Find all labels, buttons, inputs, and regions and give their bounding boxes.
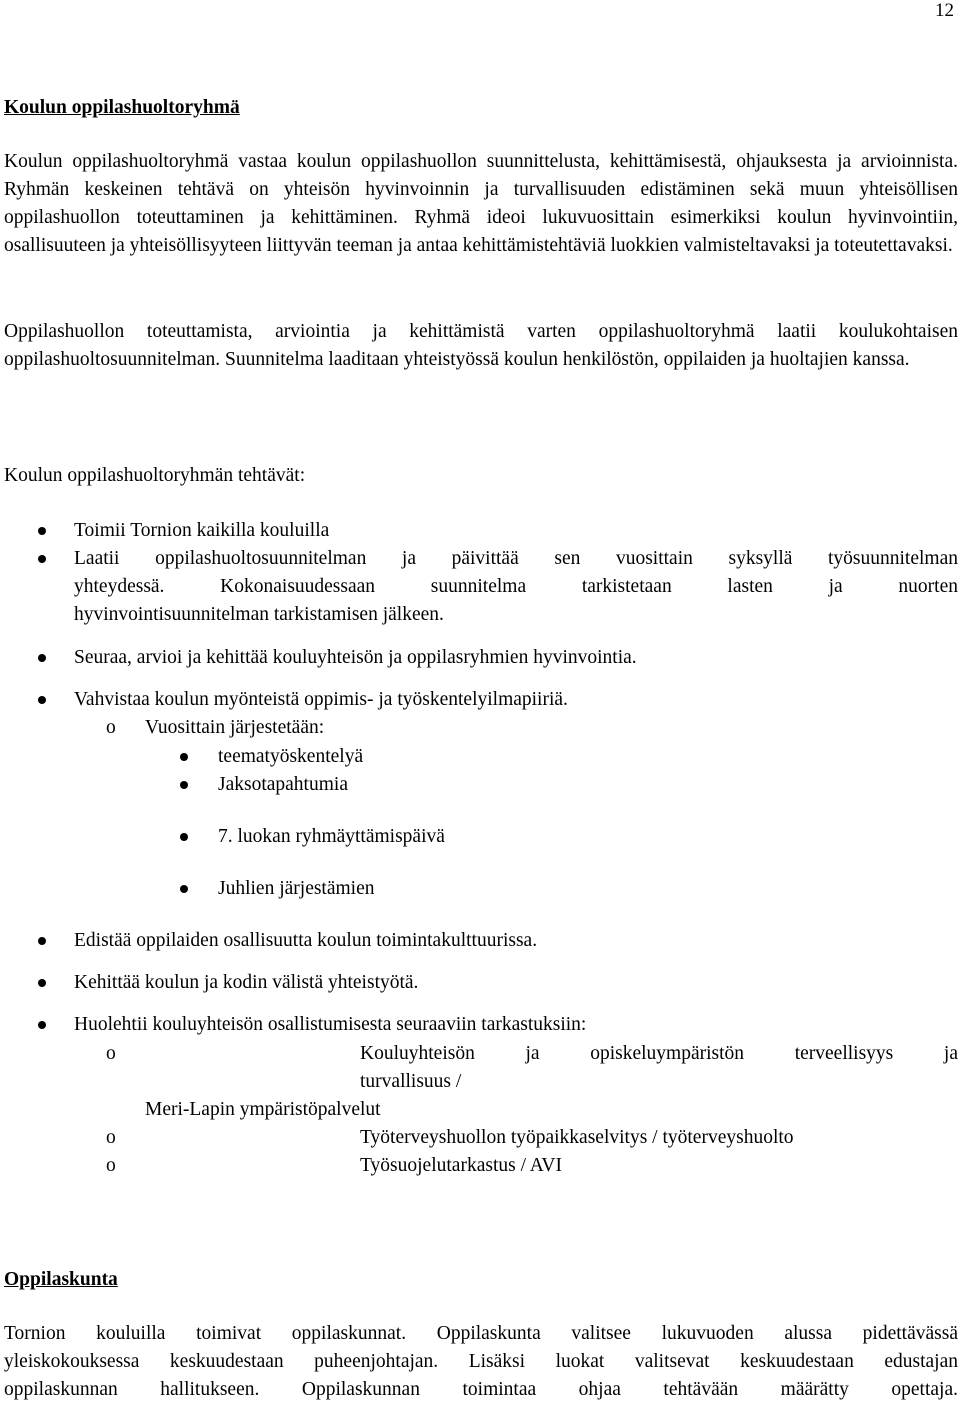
bullet-icon <box>38 555 46 563</box>
bullet-icon <box>38 696 46 704</box>
bullet-icon <box>38 654 46 662</box>
sub-sub-item: 7. luokan ryhmäyttämispäivä <box>218 826 445 847</box>
bullet-icon <box>180 885 188 893</box>
intro-paragraph: Koulun oppilashuoltoryhmä vastaa koulun oppilashuollon suunnittelusta, kehittämisestä, ohjauksesta ja arvioinnista. Ryhmän keskeinen tehtävä on yhteisön hyvinvoinnin ja turvallisuuden edistäminen sekä muun yhteisöllisen oppilashuollon toteuttaminen ja kehittäminen. Ryhmä ideoi lukuvuosittain esimerkiksi koulun hyvinvointiin, osallisuuteen ja yhteisöllisyyteen liittyvän teeman ja antaa kehittämistehtäviä luokkien valmisteltavaksi ja toteutettavaksi. <box>4 151 958 256</box>
sub-sub-item: Juhlien järjestämien <box>218 878 375 899</box>
sub-bullet-marker: o <box>106 1127 116 1148</box>
inspection-item-line: Meri-Lapin ympäristöpalvelut <box>145 1099 381 1120</box>
bullet-icon <box>38 1021 46 1029</box>
section-heading-oppilaskunta: Oppilaskunta <box>4 1269 118 1290</box>
oppilaskunta-paragraph-line: oppilaskunnan hallitukseen. Oppilaskunnan toimintaa ohjaa tehtävään määrätty opettaja. <box>4 1379 958 1400</box>
bullet-icon <box>38 527 46 535</box>
page-number: 12 <box>935 0 954 21</box>
task-item-line: hyvinvointisuunnitelman tarkistamisen jälkeen. <box>74 604 444 625</box>
bullet-icon <box>180 833 188 841</box>
sub-bullet-marker: o <box>106 717 116 738</box>
task-item-line: Laatii oppilashuoltosuunnitelman ja päivittää sen vuosittain syksyllä työsuunnitelman <box>74 548 958 569</box>
task-item: Kehittää koulun ja kodin välistä yhteistyötä. <box>74 972 419 993</box>
bullet-icon <box>38 937 46 945</box>
oppilaskunta-paragraph-line: yleiskokouksessa keskuudestaan puheenjohtajan. Lisäksi luokat valitsevat keskuudestaan edustajan <box>4 1351 958 1372</box>
task-item: Edistää oppilaiden osallisuutta koulun toimintakulttuurissa. <box>74 930 538 951</box>
sub-sub-item: teematyöskentelyä <box>218 746 364 767</box>
task-item: Huolehtii kouluyhteisön osallistumisesta seuraaviin tarkastuksiin: <box>74 1014 587 1035</box>
task-item: Seuraa, arvioi ja kehittää kouluyhteisön ja oppilasryhmien hyvinvointia. <box>74 647 637 668</box>
sub-bullet-marker: o <box>106 1043 116 1064</box>
task-item: Toimii Tornion kaikilla kouluilla <box>74 520 330 541</box>
oppilaskunta-paragraph-line: Tornion kouluilla toimivat oppilaskunnat. Oppilaskunta valitsee lukuvuoden alussa pidettävässä <box>4 1323 958 1344</box>
inspection-item: Työsuojelutarkastus / AVI <box>360 1155 562 1176</box>
sub-bullet-marker: o <box>106 1155 116 1176</box>
sub-item: Vuosittain järjestetään: <box>145 717 325 738</box>
task-item-line: yhteydessä. Kokonaisuudessaan suunnitelma tarkistetaan lasten ja nuorten <box>74 576 958 597</box>
inspection-item-line: Kouluyhteisön ja opiskeluympäristön terveellisyys ja <box>360 1043 958 1064</box>
section-heading-oppilashuoltoryhma: Koulun oppilashuoltoryhmä <box>4 97 240 118</box>
planning-paragraph: Oppilashuollon toteuttamista, arviointia ja kehittämistä varten oppilashuoltoryhmä laatii koulukohtaisen oppilashuoltosuunnitelman. Suunnitelma laaditaan yhteistyössä koulun henkilöstön, oppilaiden ja huoltajien kanssa. <box>4 321 958 370</box>
tasks-intro: Koulun oppilashuoltoryhmän tehtävät: <box>4 465 306 486</box>
bullet-icon <box>180 781 188 789</box>
task-item: Vahvistaa koulun myönteistä oppimis- ja työskentelyilmapiiriä. <box>74 689 568 710</box>
inspection-item-line: turvallisuus / <box>360 1071 462 1092</box>
inspection-item: Työterveyshuollon työpaikkaselvitys / työterveyshuolto <box>360 1127 794 1148</box>
sub-sub-item: Jaksotapahtumia <box>218 774 348 795</box>
bullet-icon <box>180 753 188 761</box>
bullet-icon <box>38 979 46 987</box>
